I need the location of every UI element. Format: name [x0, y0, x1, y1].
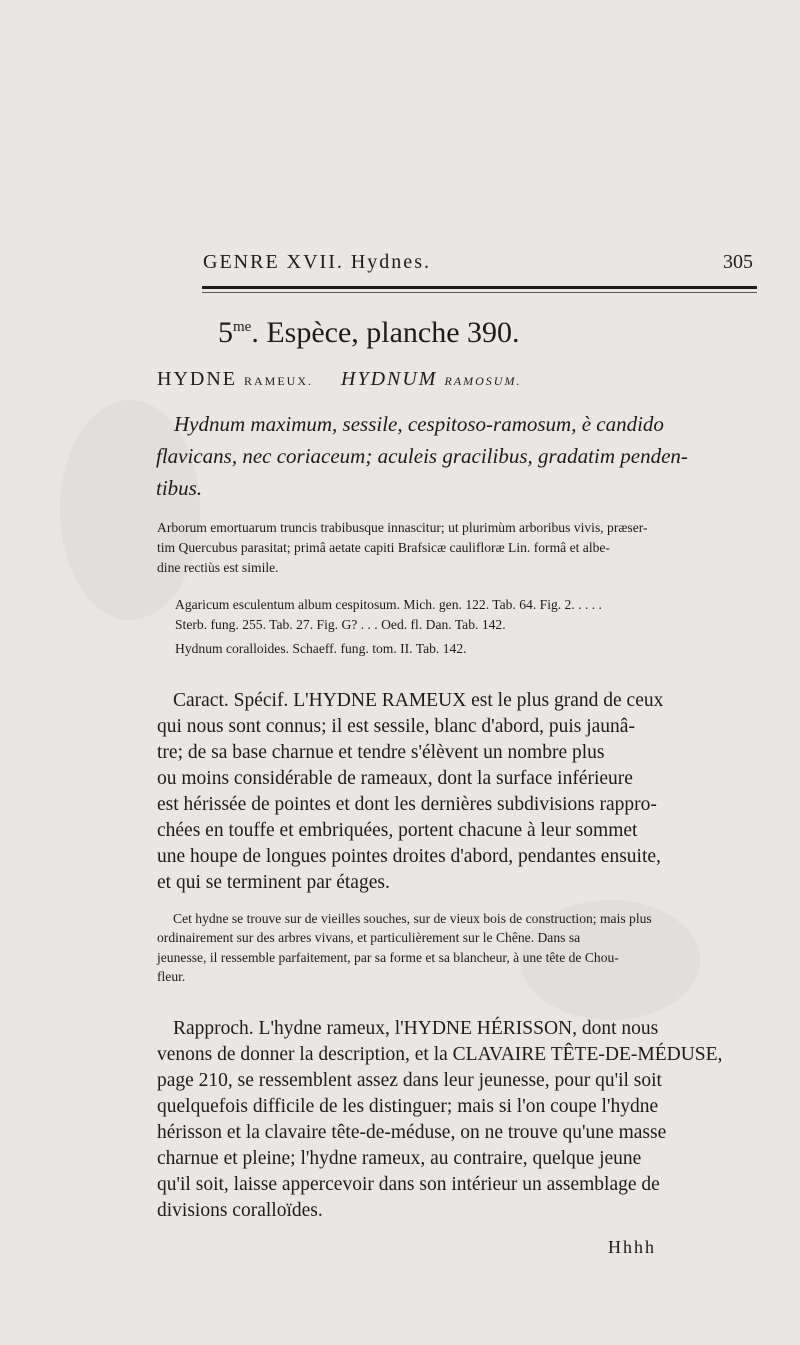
character-line: une houpe de longues pointes droites d'abord, pendantes ensuite,: [157, 846, 661, 867]
character-line: Caract. Spécif. L'HYDNE RAMEUX est le plus grand de ceux: [173, 690, 664, 711]
synonym-line: Agaricum esculentum album cespitosum. Mich. gen. 122. Tab. 64. Fig. 2. . . . .: [175, 597, 602, 612]
habitat-latin-line: dine rectiùs est simile.: [157, 560, 279, 575]
habitat-latin-line: tim Quercubus parasitat; primâ aetate capiti Brafsicæ cauliflor⁠æ Lin. formâ et albe-: [157, 540, 610, 555]
character-line: chées en touffe et embriquées, portent chacune à leur sommet: [157, 820, 638, 841]
habitat-french-line: Cet hydne se trouve sur de vieilles souches, sur de vieux bois de construction; mais plus: [173, 911, 652, 926]
character-line: ou moins considérable de rameaux, dont la surface inférieure: [157, 768, 633, 789]
diagnosis-line: Hydnum maximum, sessile, cespitoso-ramosum, è candido: [174, 412, 664, 436]
diagnosis-line: tibus.: [156, 476, 203, 500]
page-number: 305: [723, 251, 753, 273]
signature-mark: Hhhh: [608, 1237, 656, 1257]
latin-name-main: HYDNUM: [341, 368, 438, 390]
comparison-line: page 210, se ressemblent assez dans leur jeunesse, pour qu'il soit: [157, 1070, 662, 1091]
habitat-french-line: jeunesse, il ressemble parfaitement, par sa forme et sa blancheur, à une tête de Chou-: [157, 950, 619, 965]
habitat-french-line: fleur.: [157, 969, 186, 984]
synonym-line: Sterb. fung. 255. Tab. 27. Fig. G? . . . Oed. fl. Dan. Tab. 142.: [175, 617, 506, 632]
french-name-main: HYDNE: [157, 368, 237, 390]
header-rule-thin: [202, 292, 757, 293]
french-name-epithet: RAMEUX.: [244, 374, 314, 388]
character-line: qui nous sont connus; il est sessile, blanc d'abord, puis jaunâ-: [157, 716, 635, 737]
habitat-latin-line: Arborum emortuarum truncis trabibusque innascitur; ut plurimùm arboribus vivis, præser-: [157, 520, 648, 535]
character-line: est hérissée de pointes et dont les dernières subdivisions rappro-: [157, 794, 657, 815]
comparison-line: venons de donner la description, et la CLAVAIRE TÊTE-DE-MÉDUSE,: [157, 1044, 723, 1065]
comparison-line: divisions coralloïdes.: [157, 1200, 323, 1221]
comparison-line: charnue et pleine; l'hydne rameux, au contraire, quelque jeune: [157, 1148, 642, 1169]
species-heading-text: . Espèce, planche 390.: [251, 316, 520, 349]
habitat-french-line: ordinairement sur des arbres vivans, et particulièrement sur le Chêne. Dans sa: [157, 930, 581, 945]
diagnosis-line: flavicans, nec coriaceum; aculeis gracilibus, gradatim penden-: [156, 444, 688, 468]
synonym-line: Hydnum coralloides. Schaeff. fung. tom. II. Tab. 142.: [175, 641, 467, 656]
character-line: et qui se terminent par étages.: [157, 872, 390, 893]
species-ordinal-suffix: me: [233, 319, 252, 335]
comparison-line: hérisson et la clavaire tête-de-méduse, on ne trouve qu'une masse: [157, 1122, 667, 1143]
comparison-line: quelquefois difficile de les distinguer; mais si l'on coupe l'hydne: [157, 1096, 659, 1117]
comparison-line: qu'il soit, laisse appercevoir dans son intérieur un assemblage de: [157, 1174, 660, 1195]
comparison-line: Rapproch. L'hydne rameux, l'HYDNE HÉRISSON, dont nous: [173, 1018, 659, 1039]
species-ordinal: 5: [218, 316, 233, 349]
character-line: tre; de sa base charnue et tendre s'élèvent un nombre plus: [157, 742, 605, 763]
header-rule-thick: [202, 286, 757, 289]
species-heading: [218, 316, 520, 350]
species-names: [157, 368, 521, 391]
latin-name-epithet: RAMOSUM.: [444, 374, 522, 388]
running-header: GENRE XVII. Hydnes.: [203, 251, 431, 273]
